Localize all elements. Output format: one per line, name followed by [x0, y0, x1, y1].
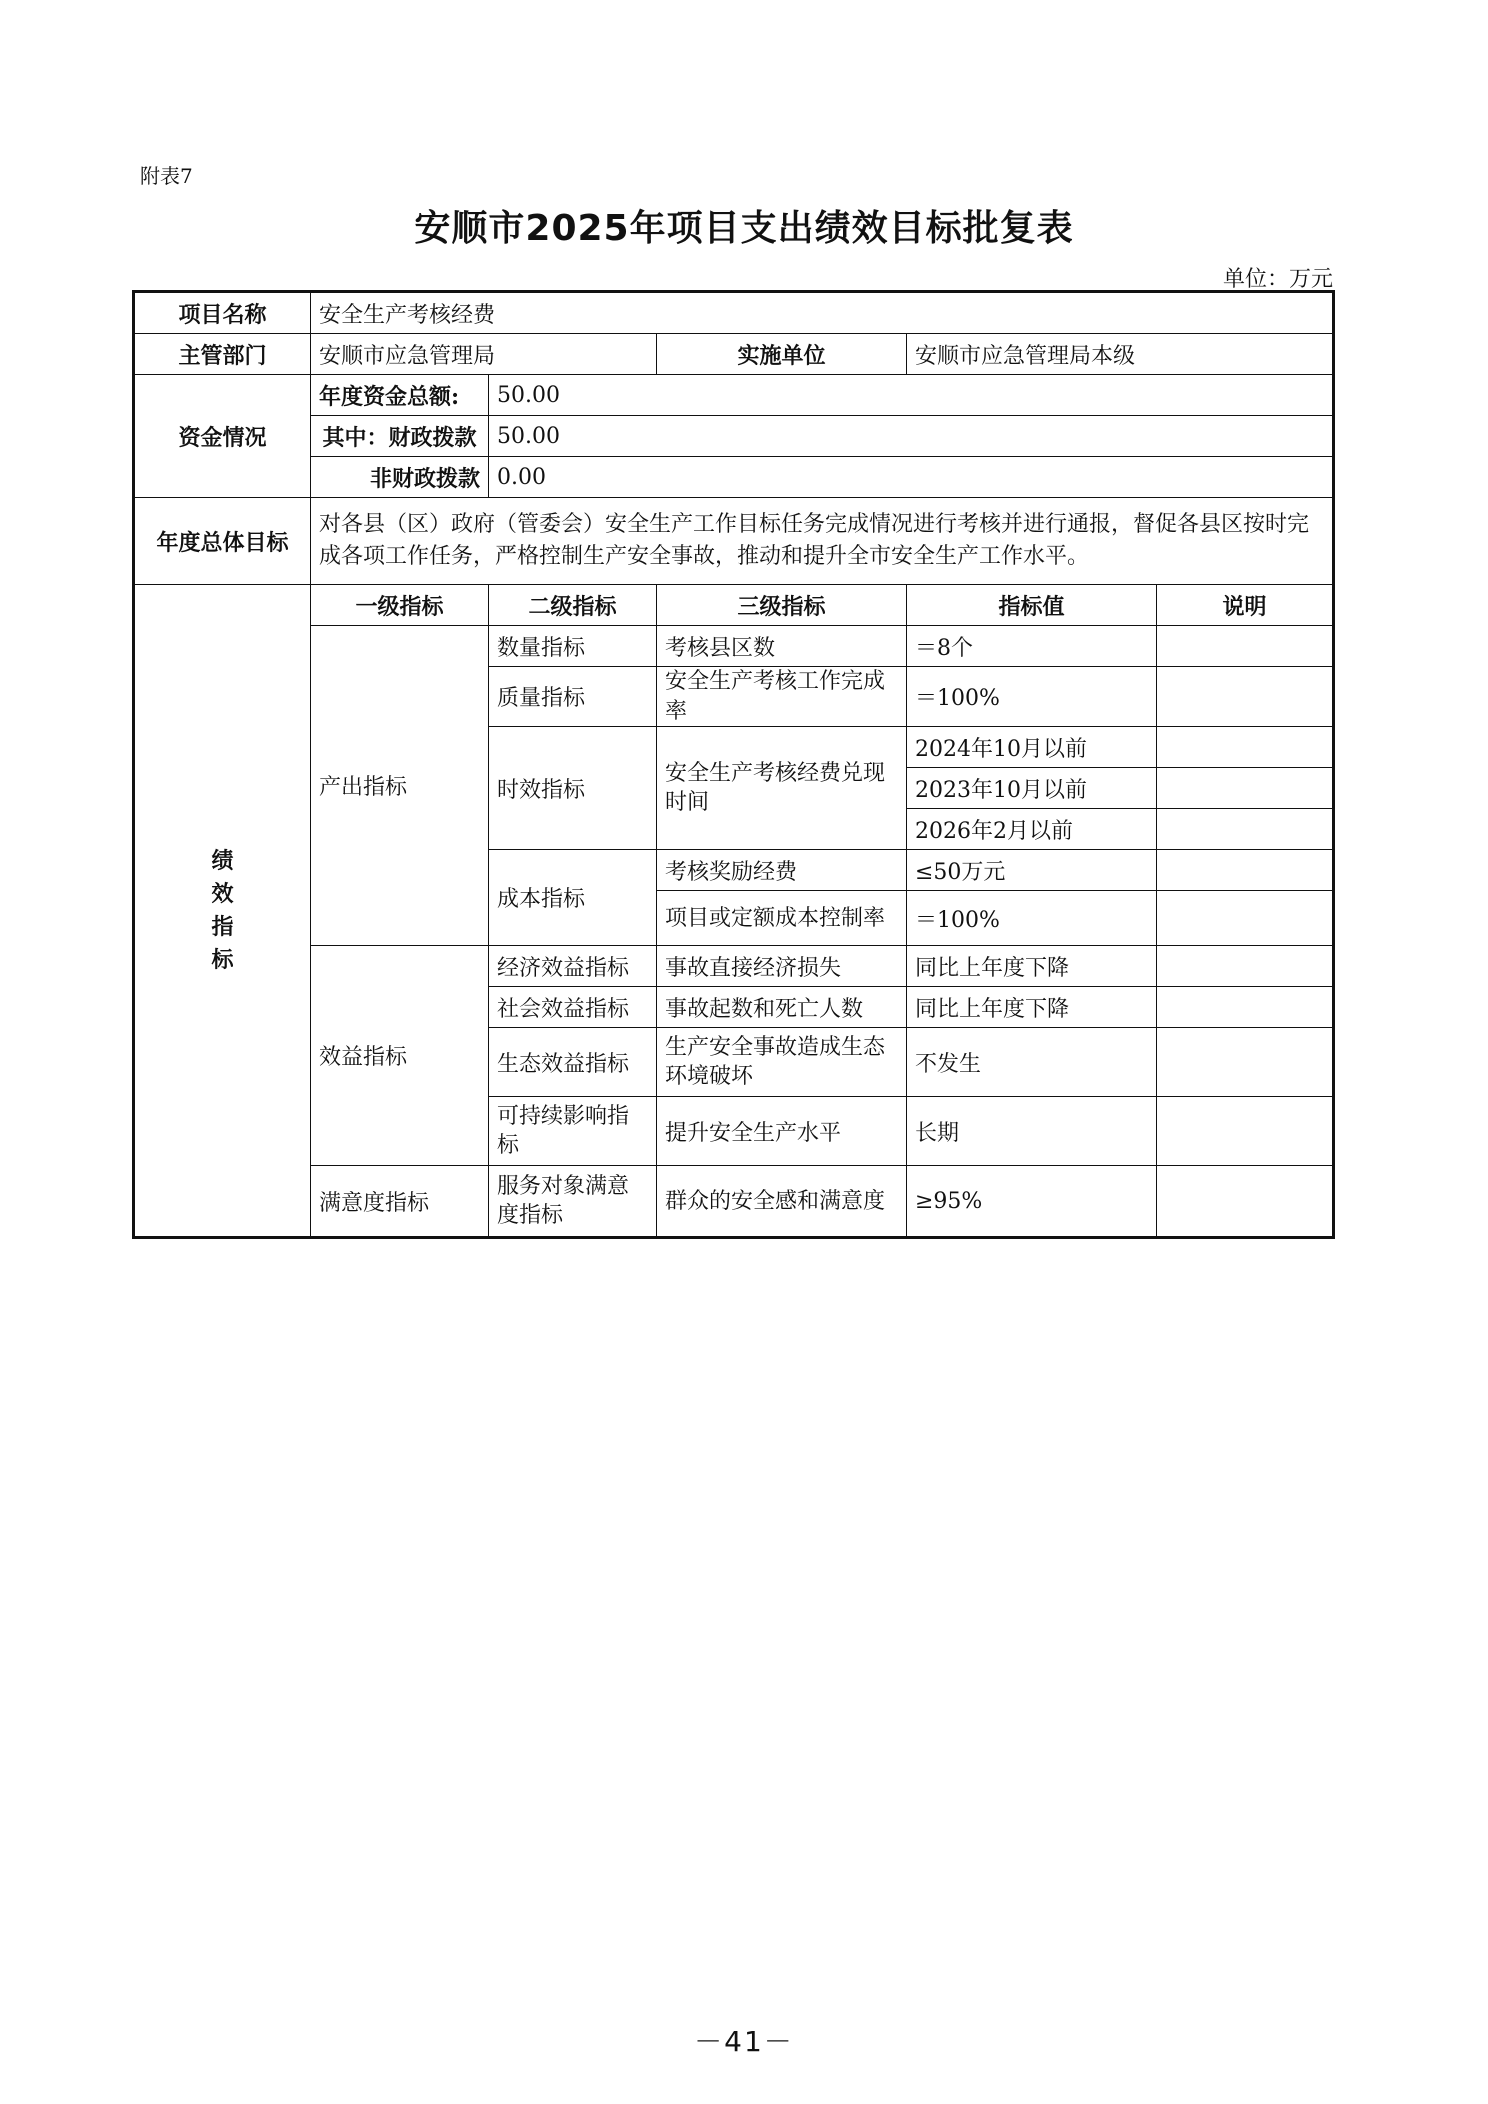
goal-label: 年度总体目标: [134, 498, 311, 585]
level2-cell: 服务对象满意度指标: [489, 1166, 657, 1238]
value-cell: ＝100%: [907, 891, 1157, 946]
funds-nonfiscal-label: 非财政拨款: [311, 457, 489, 498]
level3-cell: 考核奖励经费: [657, 850, 907, 891]
note-cell: [1157, 768, 1334, 809]
table-row: [134, 626, 1334, 667]
value-cell: 2026年2月以前: [907, 809, 1157, 850]
indicator-header-row: [134, 585, 1334, 626]
table-row: [134, 946, 1334, 987]
note-cell: [1157, 667, 1334, 727]
level2-cell: 质量指标: [489, 667, 657, 727]
funds-nonfiscal-value: 0.00: [489, 457, 1334, 498]
funds-label: 资金情况: [134, 375, 311, 498]
value-cell: 同比上年度下降: [907, 987, 1157, 1028]
level2-cell: 可持续影响指标: [489, 1097, 657, 1166]
dept-label: 主管部门: [134, 334, 311, 375]
header-value: 指标值: [907, 585, 1157, 626]
note-cell: [1157, 626, 1334, 667]
dept-row: [134, 334, 1334, 375]
goal-row: [134, 498, 1334, 585]
value-cell: ≥95%: [907, 1166, 1157, 1238]
header-level1: 一级指标: [311, 585, 489, 626]
level2-cell: 社会效益指标: [489, 987, 657, 1028]
level2-cell: 时效指标: [489, 727, 657, 850]
note-cell: [1157, 891, 1334, 946]
note-cell: [1157, 1166, 1334, 1238]
value-cell: 同比上年度下降: [907, 946, 1157, 987]
header-level3: 三级指标: [657, 585, 907, 626]
level2-cell: 经济效益指标: [489, 946, 657, 987]
level3-cell: 事故起数和死亡人数: [657, 987, 907, 1028]
indicators-label: [134, 585, 311, 1238]
value-cell: 2023年10月以前: [907, 768, 1157, 809]
funds-nonfiscal-row: [134, 457, 1334, 498]
value-cell: ＝100%: [907, 667, 1157, 727]
value-cell: 不发生: [907, 1028, 1157, 1097]
goal-text: 对各县（区）政府（管委会）安全生产工作目标任务完成情况进行考核并进行通报，督促各县区按时完成各项工作任务，严格控制生产安全事故，推动和提升全市安全生产工作水平。: [311, 498, 1334, 585]
project-name-label: 项目名称: [134, 292, 311, 334]
header-level2: 二级指标: [489, 585, 657, 626]
note-cell: [1157, 850, 1334, 891]
note-cell: [1157, 727, 1334, 768]
note-cell: [1157, 809, 1334, 850]
note-cell: [1157, 946, 1334, 987]
satisfaction-indicator-label: 满意度指标: [311, 1166, 489, 1238]
level3-cell: 安全生产考核工作完成率: [657, 667, 907, 727]
value-cell: ≤50万元: [907, 850, 1157, 891]
funds-fiscal-value: 50.00: [489, 416, 1334, 457]
unit-label: 单位：万元: [1222, 267, 1333, 292]
dept-value: 安顺市应急管理局: [311, 334, 657, 375]
funds-fiscal-row: [134, 416, 1334, 457]
level3-cell: 群众的安全感和满意度: [657, 1166, 907, 1238]
output-indicator-label: 产出指标: [311, 626, 489, 946]
benefit-indicator-label: 效益指标: [311, 946, 489, 1166]
funds-fiscal-label: 其中：财政拨款: [311, 416, 489, 457]
value-cell: ＝8个: [907, 626, 1157, 667]
level3-cell: 生产安全事故造成生态环境破坏: [657, 1028, 907, 1097]
level3-cell: 事故直接经济损失: [657, 946, 907, 987]
funds-total-row: [134, 375, 1334, 416]
value-cell: 长期: [907, 1097, 1157, 1166]
note-cell: [1157, 987, 1334, 1028]
level3-cell: 安全生产考核经费兑现时间: [657, 727, 907, 850]
funds-total-value: 50.00: [489, 375, 1334, 416]
header-note: 说明: [1157, 585, 1334, 626]
impl-label: 实施单位: [657, 334, 907, 375]
indicators-label-text: 绩效指标: [211, 847, 234, 973]
level3-cell: 提升安全生产水平: [657, 1097, 907, 1166]
value-cell: 2024年10月以前: [907, 727, 1157, 768]
impl-value: 安顺市应急管理局本级: [907, 334, 1334, 375]
table-row: [134, 1166, 1334, 1238]
page-title: 安顺市2025年项目支出绩效目标批复表: [414, 208, 1074, 249]
project-name-row: [134, 292, 1334, 334]
note-cell: [1157, 1097, 1334, 1166]
note-cell: [1157, 1028, 1334, 1097]
level2-cell: 生态效益指标: [489, 1028, 657, 1097]
page-number: －41－: [694, 2025, 794, 2058]
level2-cell: 成本指标: [489, 850, 657, 946]
level3-cell: 考核县区数: [657, 626, 907, 667]
performance-table: [132, 290, 1335, 1239]
level2-cell: 数量指标: [489, 626, 657, 667]
funds-total-label: 年度资金总额:: [311, 375, 489, 416]
level3-cell: 项目或定额成本控制率: [657, 891, 907, 946]
attachment-label: 附表7: [140, 164, 193, 188]
project-name-value: 安全生产考核经费: [311, 292, 1334, 334]
